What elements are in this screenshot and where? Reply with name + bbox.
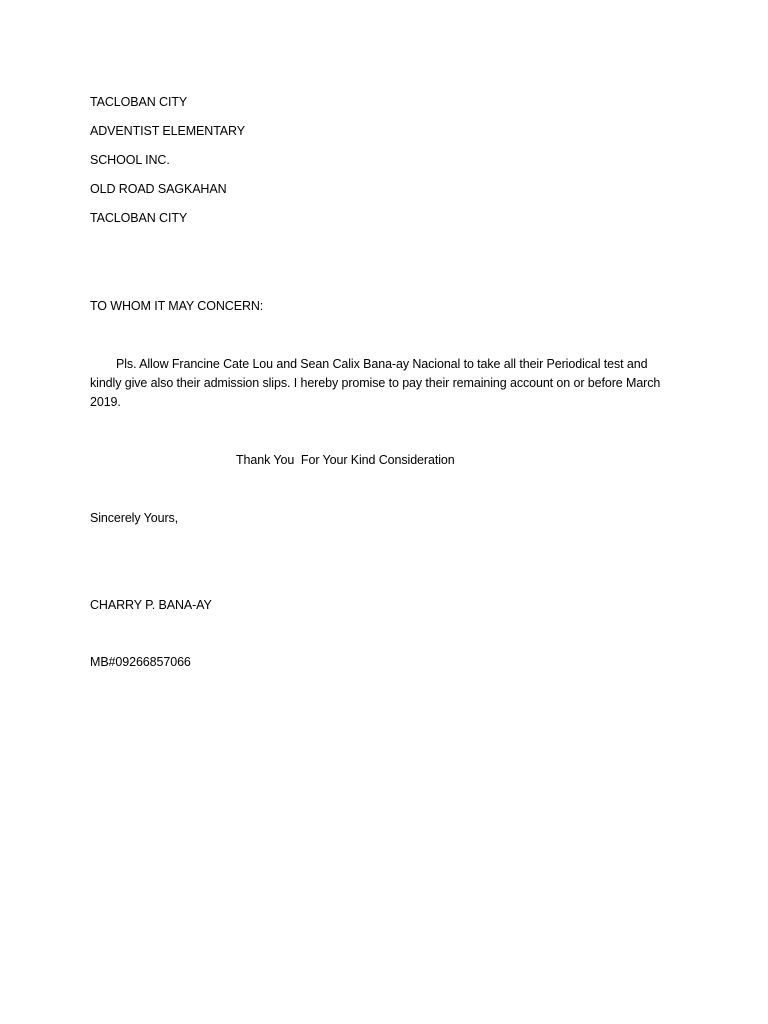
body-paragraph-text: Pls. Allow Francine Cate Lou and Sean Calix Bana-ay Nacional to take all their Periodical test and kindly give also their admission slips. I hereby promise to pay their remaining account on or before March 2019. xyxy=(90,357,661,409)
closing: Sincerely Yours, xyxy=(90,511,179,525)
body-paragraph xyxy=(90,355,665,412)
thanks-line: Thank You For Your Kind Consideration xyxy=(236,453,455,467)
address-line-school-inc: SCHOOL INC. xyxy=(90,153,170,167)
address-line-street: OLD ROAD SAGKAHAN xyxy=(90,182,227,196)
signatory-name: CHARRY P. BANA-AY xyxy=(90,598,212,612)
address-line-city: TACLOBAN CITY xyxy=(90,95,188,109)
address-line-city-2: TACLOBAN CITY xyxy=(90,211,188,225)
salutation: TO WHOM IT MAY CONCERN: xyxy=(90,299,264,313)
contact-number: MB#09266857066 xyxy=(90,655,191,669)
address-line-school-name: ADVENTIST ELEMENTARY xyxy=(90,124,245,138)
